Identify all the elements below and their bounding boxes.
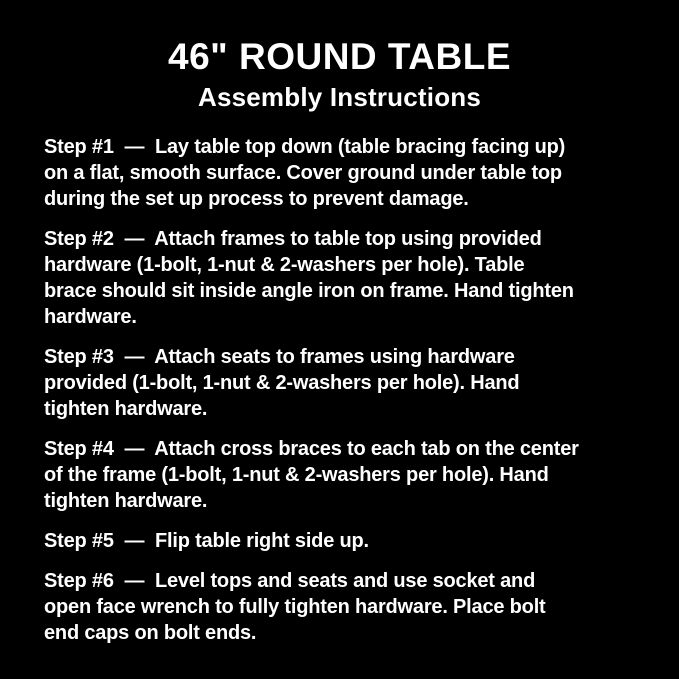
- poster-header: [0, 0, 679, 110]
- poster-subtitle: Assembly Instructions: [197, 82, 482, 112]
- steps-list: [0, 134, 679, 646]
- step-1-line-3: during the set up process to prevent damage.: [44, 188, 469, 210]
- step-1-line-1: Step #1 — Lay table top down (table bracing facing up): [44, 136, 566, 158]
- step-6-line-2: open face wrench to fully tighten hardware. Place bolt: [44, 596, 546, 618]
- step-6-line-1: Step #6 — Level tops and seats and use socket and: [44, 570, 536, 592]
- step-2-line-4: hardware.: [44, 306, 137, 328]
- step-3-line-1: Step #3 — Attach seats to frames using hardware: [44, 346, 515, 368]
- step-2-line-1: Step #2 — Attach frames to table top using provided: [44, 228, 542, 250]
- poster-title: 46" ROUND TABLE: [168, 36, 511, 77]
- step-2-line-3: brace should sit inside angle iron on frame. Hand tighten: [44, 280, 574, 302]
- step-4-line-3: tighten hardware.: [44, 490, 208, 512]
- step-4: [44, 436, 659, 514]
- step-5: [44, 528, 659, 554]
- step-3: [44, 344, 659, 422]
- step-4-line-1: Step #4 — Attach cross braces to each tab on the center: [44, 438, 579, 460]
- step-3-line-3: tighten hardware.: [44, 398, 208, 420]
- step-4-line-2: of the frame (1-bolt, 1-nut & 2-washers per hole). Hand: [44, 464, 549, 486]
- step-6: [44, 568, 659, 646]
- step-1: [44, 134, 659, 212]
- step-6-line-3: end caps on bolt ends.: [44, 622, 257, 644]
- step-2: [44, 226, 659, 330]
- step-2-line-2: hardware (1-bolt, 1-nut & 2-washers per hole). Table: [44, 254, 525, 276]
- step-5-line-1: Step #5 — Flip table right side up.: [44, 530, 369, 552]
- step-3-line-2: provided (1-bolt, 1-nut & 2-washers per hole). Hand: [44, 372, 520, 394]
- step-1-line-2: on a flat, smooth surface. Cover ground under table top: [44, 162, 562, 184]
